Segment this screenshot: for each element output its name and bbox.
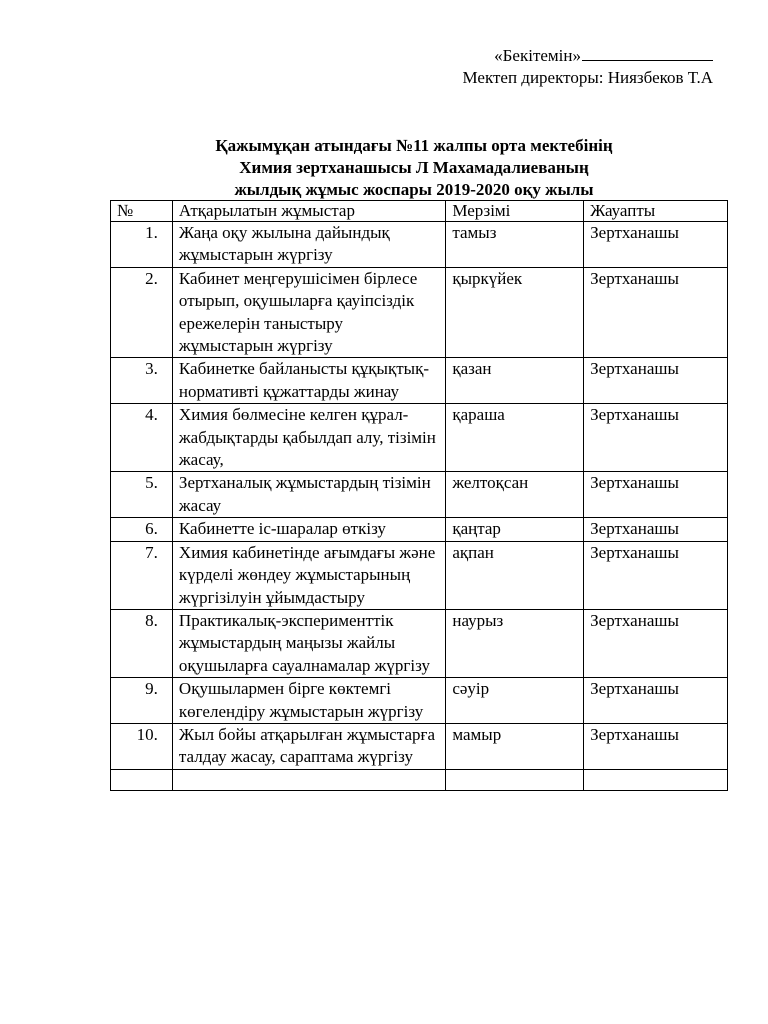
- empty-cell: [172, 769, 445, 790]
- row-date: желтоқсан: [446, 472, 584, 518]
- approval-line: [463, 44, 713, 67]
- row-date: қазан: [446, 358, 584, 404]
- table-header-row: [111, 201, 728, 222]
- row-number: 3.: [111, 358, 173, 404]
- approve-label: «Бекітемін»: [494, 46, 581, 65]
- table-row: [111, 358, 728, 404]
- empty-cell: [584, 769, 728, 790]
- row-responsible: Зертханашы: [584, 404, 728, 472]
- table-row: [111, 267, 728, 358]
- title-line-2: Химия зертханашысы Л Махамадалиеваның: [239, 158, 589, 177]
- header-responsible: Жауапты: [584, 201, 728, 222]
- header-date: Мерзімі: [446, 201, 584, 222]
- row-number: 7.: [111, 541, 173, 609]
- row-work: Кабинетте іс-шаралар өткізу: [172, 518, 445, 541]
- row-responsible: Зертханашы: [584, 358, 728, 404]
- row-number: 6.: [111, 518, 173, 541]
- empty-cell: [446, 769, 584, 790]
- row-responsible: Зертханашы: [584, 541, 728, 609]
- director-line: Мектеп директоры: Ниязбеков Т.А: [462, 68, 713, 87]
- title-line-1: Қажымұқан атындағы №11 жалпы орта мектебінің: [215, 136, 613, 155]
- document-title: [0, 135, 768, 201]
- row-number: 5.: [111, 472, 173, 518]
- row-date: мамыр: [446, 723, 584, 769]
- table-row: [111, 723, 728, 769]
- table-row: [111, 678, 728, 724]
- table-row: [111, 541, 728, 609]
- table-row: [111, 222, 728, 268]
- row-responsible: Зертханашы: [584, 222, 728, 268]
- row-responsible: Зертханашы: [584, 267, 728, 358]
- signature-line: [582, 44, 713, 61]
- header-number: №: [111, 201, 173, 222]
- table-row: [111, 609, 728, 677]
- row-number: 2.: [111, 267, 173, 358]
- row-date: наурыз: [446, 609, 584, 677]
- row-work: Жыл бойы атқарылған жұмыстарға талдау жасау, сараптама жүргізу: [172, 723, 445, 769]
- row-date: ақпан: [446, 541, 584, 609]
- row-work: Практикалық-эксперименттік жұмыстардың маңызы жайлы оқушыларға сауалнамалар жүргізу: [172, 609, 445, 677]
- row-work: Химия кабинетінде ағымдағы және күрделі жөндеу жұмыстарының жүргізілуін ұйымдастыру: [172, 541, 445, 609]
- empty-table-row: [111, 769, 728, 790]
- row-number: 10.: [111, 723, 173, 769]
- row-date: сәуір: [446, 678, 584, 724]
- title-line-3: жылдық жұмыс жоспары 2019-2020 оқу жылы: [234, 180, 594, 199]
- header-work: Атқарылатын жұмыстар: [172, 201, 445, 222]
- table-row: [111, 472, 728, 518]
- row-responsible: Зертханашы: [584, 518, 728, 541]
- row-work: Жаңа оқу жылына дайындық жұмыстарын жүргізу: [172, 222, 445, 268]
- row-number: 9.: [111, 678, 173, 724]
- row-number: 8.: [111, 609, 173, 677]
- row-responsible: Зертханашы: [584, 609, 728, 677]
- row-number: 4.: [111, 404, 173, 472]
- row-number: 1.: [111, 222, 173, 268]
- row-work: Химия бөлмесіне келген құрал-жабдықтарды қабылдап алу, тізімін жасау,: [172, 404, 445, 472]
- approval-block: [463, 44, 713, 89]
- work-plan-table: [110, 200, 728, 791]
- table-row: [111, 518, 728, 541]
- row-date: тамыз: [446, 222, 584, 268]
- table-row: [111, 404, 728, 472]
- row-date: қаңтар: [446, 518, 584, 541]
- row-work: Кабинет меңгерушісімен бірлесе отырып, оқушыларға қауіпсіздік ережелерін таныстыру жұмыстарын жүргізу: [172, 267, 445, 358]
- row-date: қараша: [446, 404, 584, 472]
- row-responsible: Зертханашы: [584, 723, 728, 769]
- row-work: Зертханалық жұмыстардың тізімін жасау: [172, 472, 445, 518]
- row-work: Кабинетке байланысты құқықтық-нормативті құжаттарды жинау: [172, 358, 445, 404]
- row-responsible: Зертханашы: [584, 678, 728, 724]
- row-responsible: Зертханашы: [584, 472, 728, 518]
- row-work: Оқушылармен бірге көктемгі көгелендіру жұмыстарын жүргізу: [172, 678, 445, 724]
- row-date: қыркүйек: [446, 267, 584, 358]
- empty-cell: [111, 769, 173, 790]
